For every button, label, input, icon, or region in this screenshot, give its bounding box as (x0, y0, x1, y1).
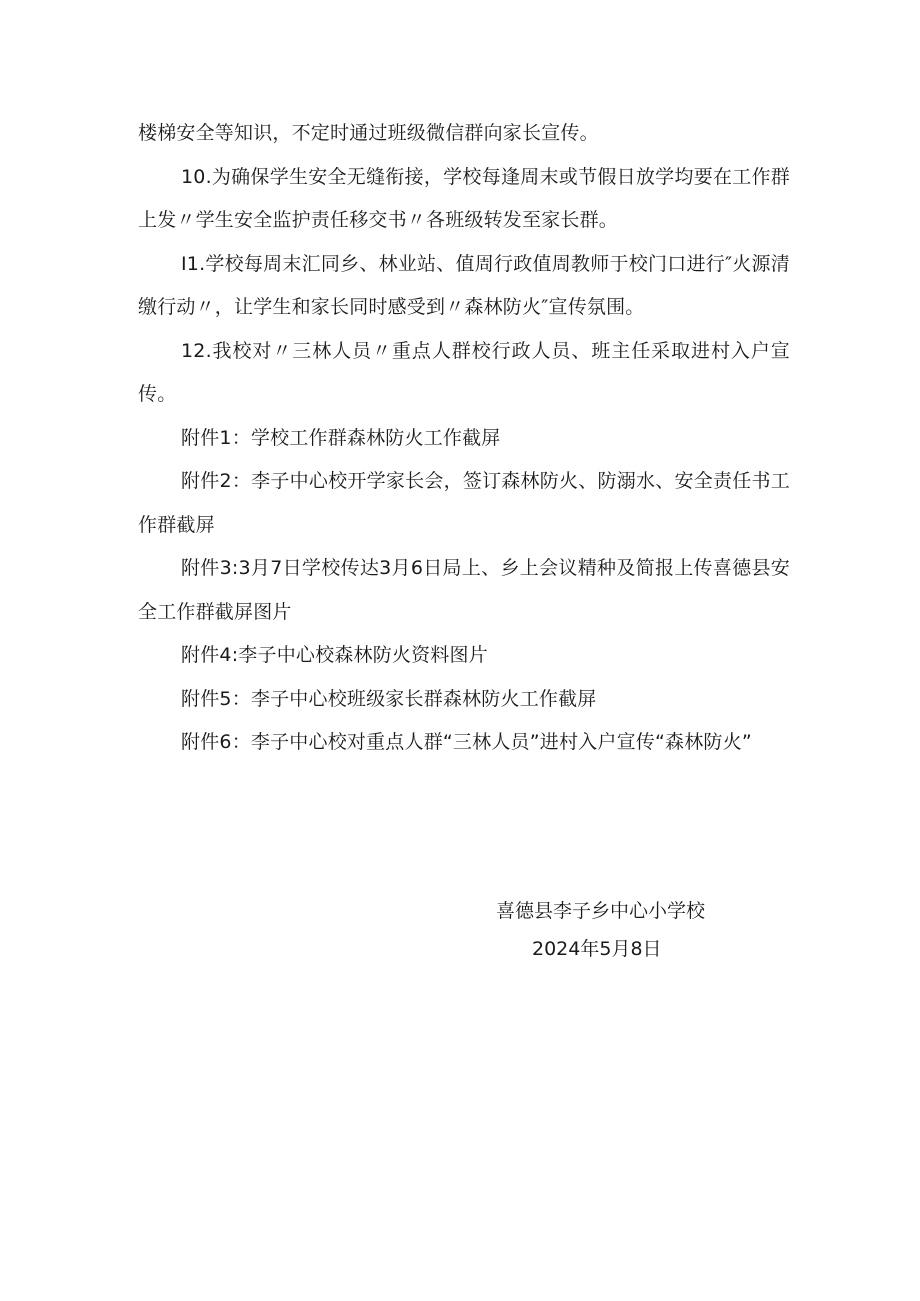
paragraph-attachment-2: 附件2：李子中心校开学家长会，签订森林防火、防溺水、安全责任书工作群截屏 (138, 470, 790, 536)
signature-organization: 喜德县李子乡中心小学校 (496, 900, 706, 922)
document-body (138, 112, 790, 765)
paragraph-item-12: 12.我校对〃三林人员〃重点人群校行政人员、班主任采取进村入户宣传。 (138, 339, 790, 405)
paragraph-attachment-6: 附件6：李子中心校对重点人群“三林人员”进村入户宣传“森林防火” (181, 731, 752, 753)
paragraph-attachment-3: 附件3:3月7日学校传达3月6日局上、乡上会议精种及简报上传喜德县安全工作群截屏图片 (138, 557, 790, 623)
paragraph-attachment-1: 附件1：学校工作群森林防火工作截屏 (181, 426, 501, 449)
paragraph-continuation: 楼梯安全等知识，不定时通过班级微信群向家长宣传。 (138, 122, 599, 144)
paragraph-attachment-5: 附件5：李子中心校班级家长群森林防火工作截屏 (181, 687, 597, 710)
paragraph-attachment-4: 附件4:李子中心校森林防火资料图片 (181, 644, 488, 666)
signature-date: 2024年5月8日 (532, 938, 662, 960)
paragraph-item-10: 10.为确保学生安全无缝衔接，学校每逢周末或节假日放学均要在工作群上发〃学生安全监护责任移交书〃各班级转发至家长群。 (138, 165, 790, 231)
paragraph-item-11: I1.学校每周末汇同乡、林业站、值周行政值周教师于校门口进行″火源清缴行动〃，让学生和家长同时感受到〃森林防火″宣传氛围。 (138, 252, 790, 318)
